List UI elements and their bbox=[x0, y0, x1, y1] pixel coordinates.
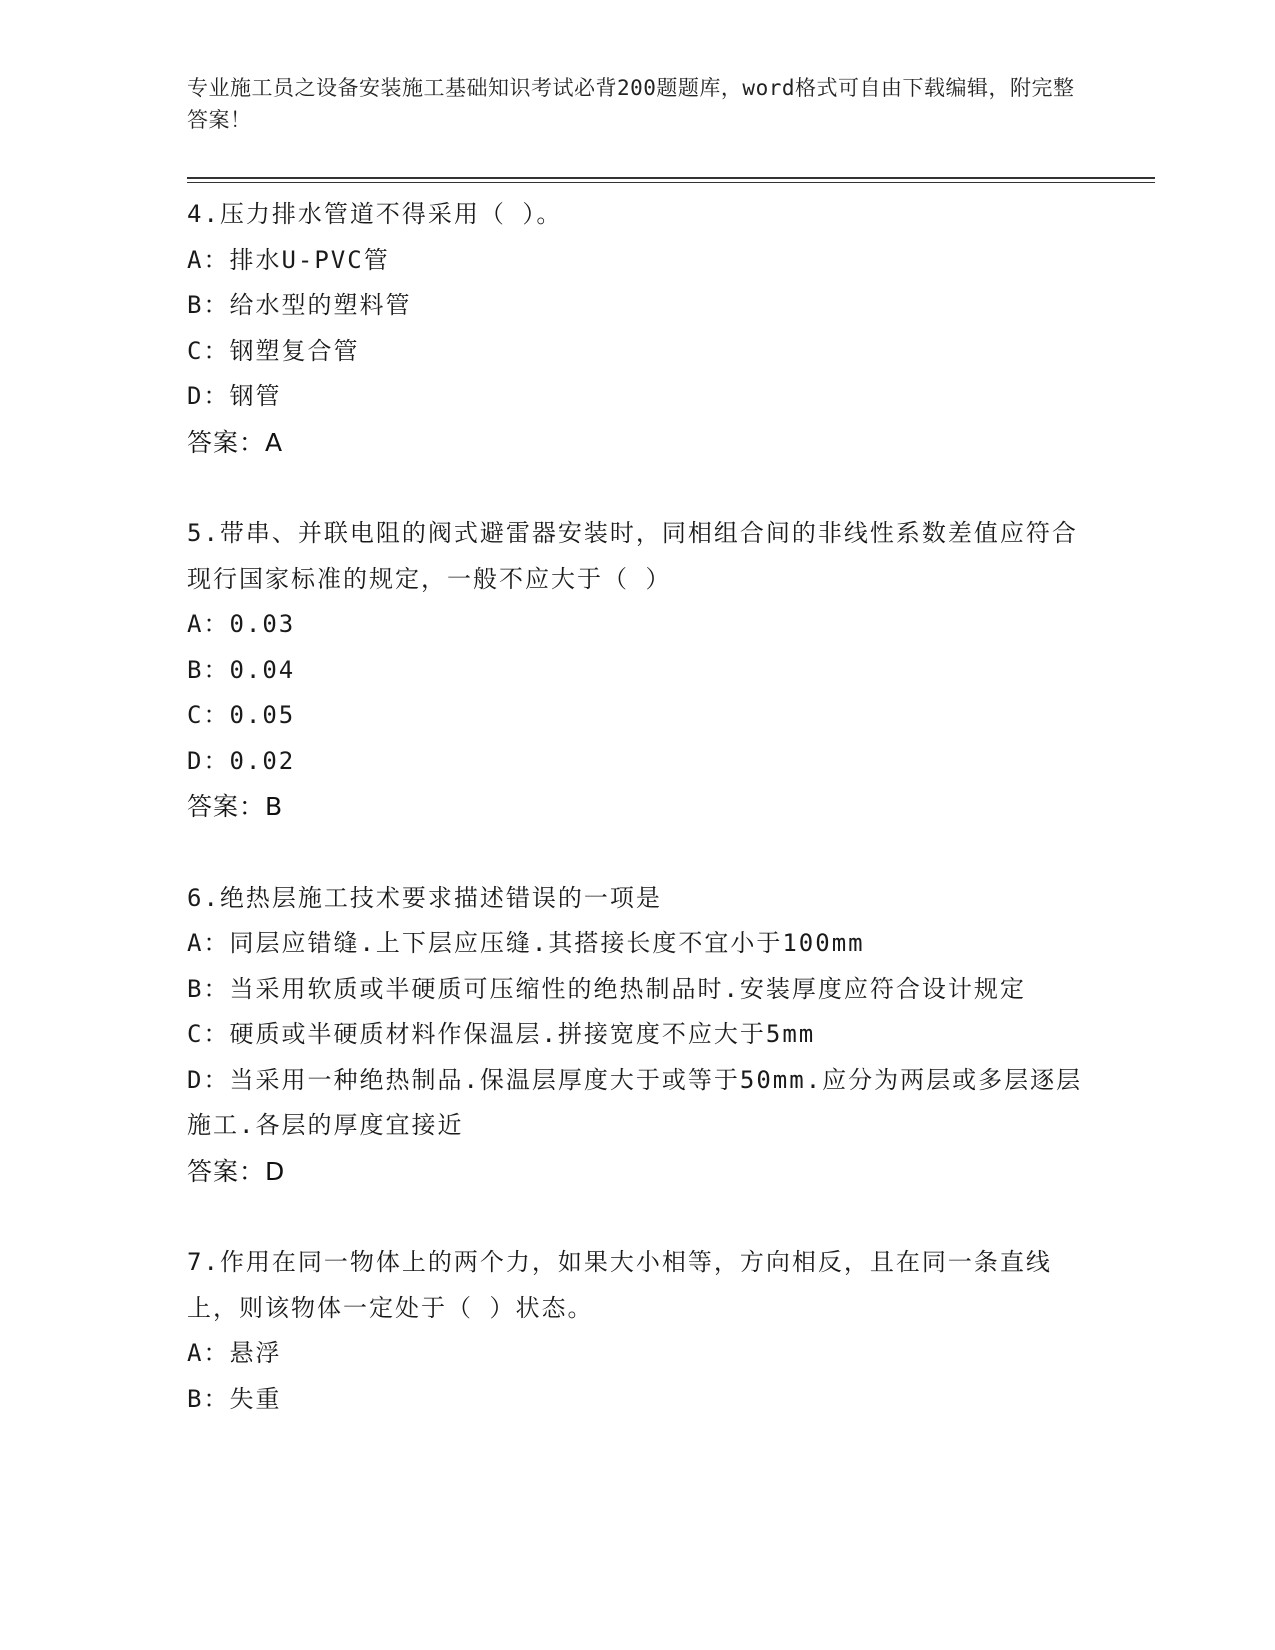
answer-line: 答案：B bbox=[187, 792, 284, 821]
question-list bbox=[187, 192, 1087, 1468]
question-stem: 4.压力排水管道不得采用（ ）。 bbox=[187, 200, 563, 228]
option-a: A：悬浮 bbox=[187, 1339, 282, 1367]
question-6 bbox=[187, 876, 1087, 1195]
option-b: B：当采用软质或半硬质可压缩性的绝热制品时.安装厚度应符合设计规定 bbox=[187, 974, 1026, 1003]
option-b: B：失重 bbox=[187, 1384, 282, 1413]
option-a: A：同层应错缝.上下层应压缝.其搭接长度不宜小于100mm bbox=[187, 929, 865, 957]
option-b: B：0.04 bbox=[187, 655, 296, 684]
document-header: 专业施工员之设备安装施工基础知识考试必背200题题库，word格式可自由下载编辑，附完整答案！ bbox=[187, 76, 1075, 132]
question-stem: 7.作用在同一物体上的两个力，如果大小相等，方向相反，且在同一条直线上，则该物体一定处于（ ）状态。 bbox=[187, 1248, 1052, 1322]
option-d: D：钢管 bbox=[187, 382, 282, 410]
question-5 bbox=[187, 511, 1087, 830]
question-stem: 5.带串、并联电阻的阀式避雷器安装时，同相组合间的非线性系数差值应符合现行国家标准的规定，一般不应大于（ ） bbox=[187, 519, 1078, 593]
answer-line: 答案：A bbox=[187, 427, 284, 457]
question-4 bbox=[187, 192, 1087, 465]
question-stem: 6.绝热层施工技术要求描述错误的一项是 bbox=[187, 883, 662, 912]
option-c: C：硬质或半硬质材料作保温层.拼接宽度不应大于5mm bbox=[187, 1020, 816, 1048]
option-d: D：0.02 bbox=[187, 746, 296, 775]
header-divider-thin bbox=[187, 182, 1155, 183]
question-7 bbox=[187, 1240, 1087, 1422]
option-c: C：0.05 bbox=[187, 701, 296, 729]
option-c: C：钢塑复合管 bbox=[187, 336, 360, 365]
option-a: A：0.03 bbox=[187, 610, 296, 638]
answer-line: 答案：D bbox=[187, 1156, 286, 1186]
option-d: D：当采用一种绝热制品.保温层厚度大于或等于50mm.应分为两层或多层逐层施工.各层的厚度宜接近 bbox=[187, 1065, 1083, 1139]
option-a: A：排水U-PVC管 bbox=[187, 245, 390, 274]
header-divider-thick bbox=[187, 177, 1155, 179]
option-b: B：给水型的塑料管 bbox=[187, 291, 412, 319]
